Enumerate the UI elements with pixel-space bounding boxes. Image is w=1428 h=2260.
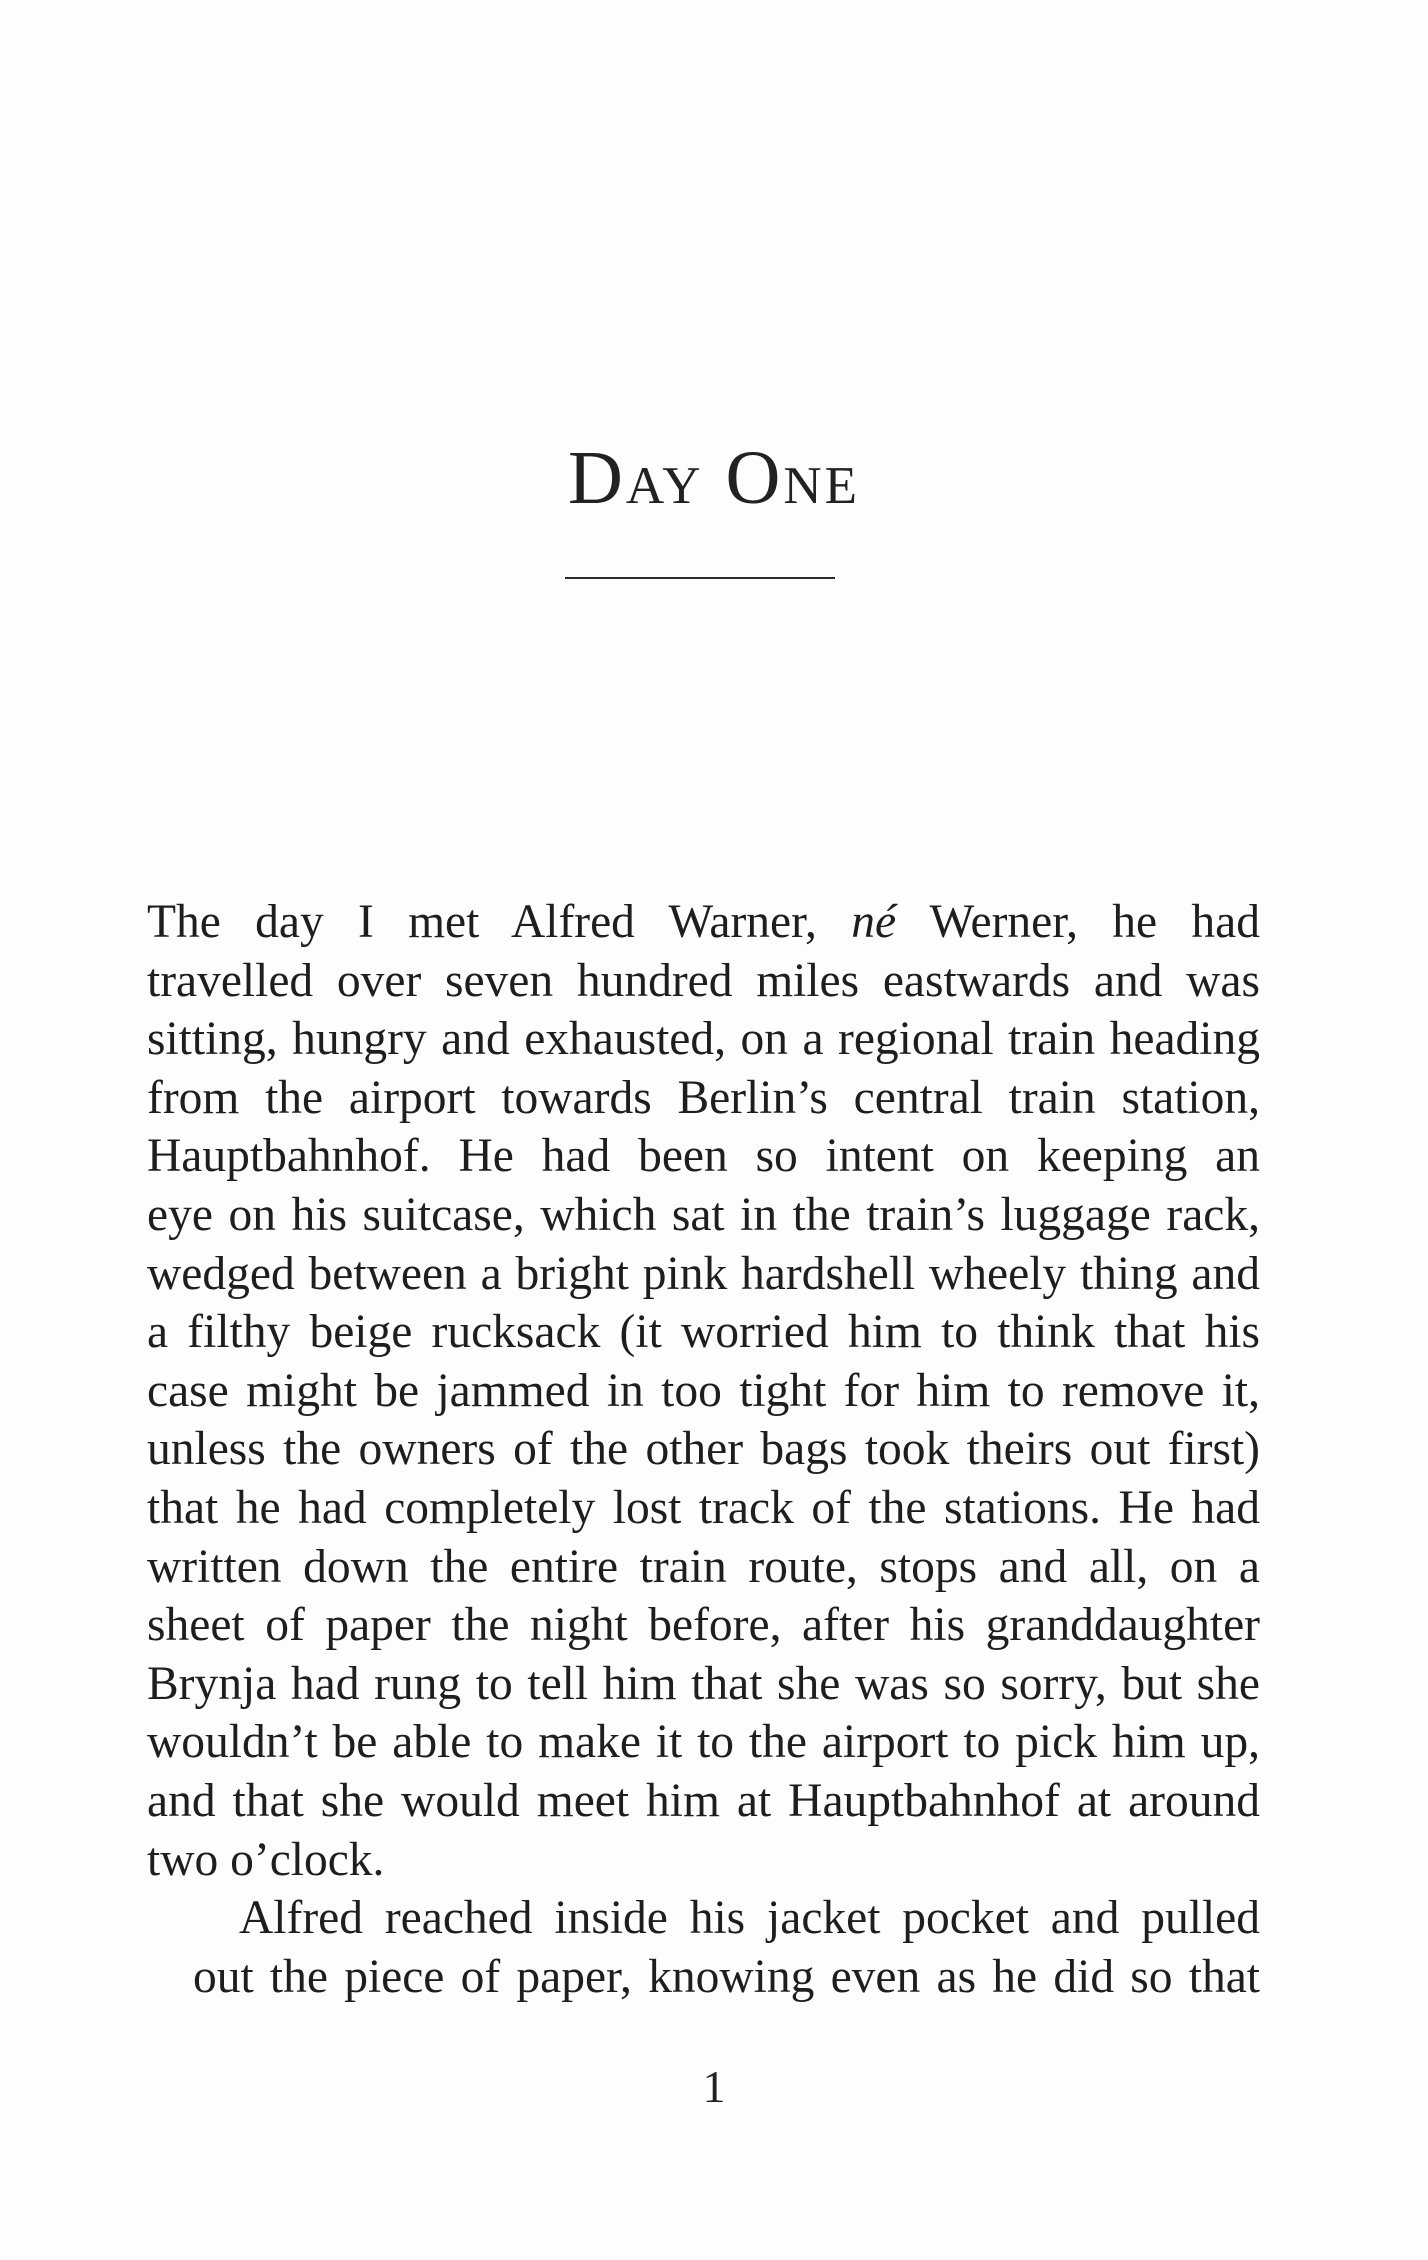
text-line: wouldn’t be able to make it to the airport to pick him up, bbox=[147, 1716, 1260, 1769]
text-line: and that she would meet him at Hauptbahnhof at around bbox=[147, 1774, 1260, 1827]
chapter-title: Day One bbox=[567, 436, 861, 520]
paragraph-1 bbox=[147, 893, 1260, 1889]
text-line: a filthy beige rucksack (it worried him to think that his bbox=[147, 1306, 1260, 1359]
page-number: 1 bbox=[702, 2061, 726, 2112]
text-line: eye on his suitcase, which sat in the train’s luggage rack, bbox=[147, 1188, 1260, 1241]
italic-word: né bbox=[851, 896, 897, 948]
text-line: unless the owners of the other bags took theirs out first) bbox=[147, 1423, 1260, 1476]
chapter-divider bbox=[565, 577, 835, 579]
text-line: Alfred reached inside his jacket pocket and pulled bbox=[239, 1892, 1260, 1945]
text-line: from the airport towards Berlin’s central train station, bbox=[147, 1071, 1260, 1124]
text-line: case might be jammed in too tight for him to remove it, bbox=[147, 1364, 1260, 1417]
paragraph-2 bbox=[147, 1889, 1260, 2006]
body-text bbox=[147, 893, 1260, 2006]
text-line: two o’clock. bbox=[147, 1833, 385, 1886]
text-line: wedged between a bright pink hardshell wheely thing and bbox=[147, 1247, 1260, 1300]
text-line: The day I met Alfred Warner, né Werner, he had bbox=[147, 896, 1260, 948]
text-line: Brynja had rung to tell him that she was so sorry, but she bbox=[147, 1657, 1260, 1710]
text-line: sitting, hungry and exhausted, on a regional train heading bbox=[147, 1013, 1260, 1066]
text-line: that he had completely lost track of the stations. He had bbox=[147, 1481, 1260, 1534]
text-line: Hauptbahnhof. He had been so intent on keeping an bbox=[147, 1130, 1260, 1183]
text-line: written down the entire train route, stops and all, on a bbox=[147, 1540, 1260, 1593]
text-line: sheet of paper the night before, after his granddaughter bbox=[147, 1599, 1260, 1652]
text-line: out the piece of paper, knowing even as he did so that bbox=[193, 1950, 1260, 2003]
text-line: travelled over seven hundred miles eastwards and was bbox=[147, 954, 1260, 1007]
